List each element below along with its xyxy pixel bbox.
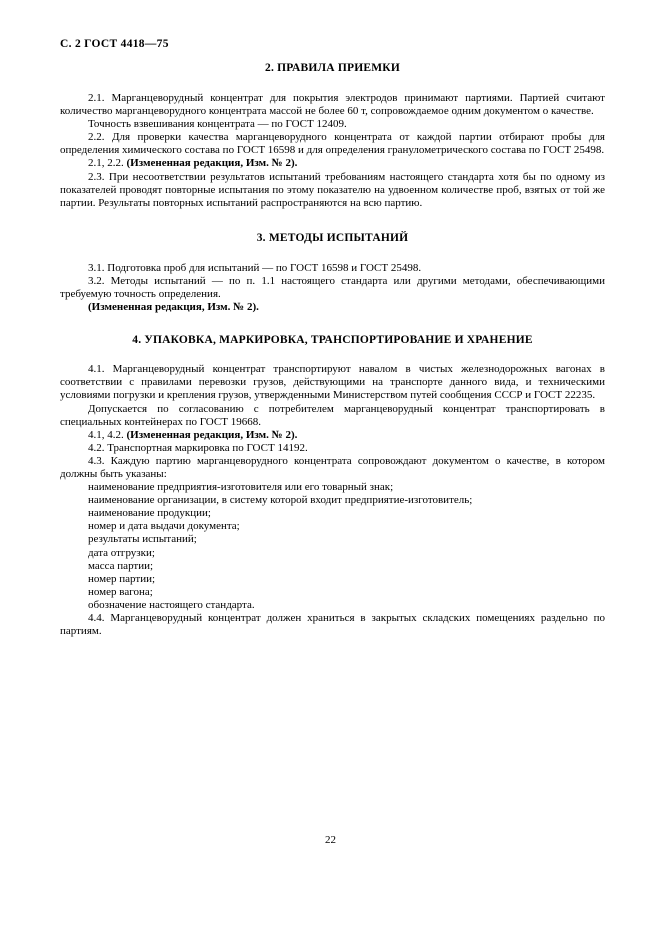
document-requirements-list: [60, 481, 605, 612]
para-4-4: 4.4. Марганцеворудный концентрат должен храниться в закрытых складских помещениях раздельно по партиям.: [60, 612, 605, 638]
para-4-3: 4.3. Каждую партию марганцеворудного концентрата сопровождают документом о качестве, в котором должны быть указаны:: [60, 454, 605, 480]
list-item: обозначение настоящего стандарта.: [88, 598, 255, 611]
page-header: С. 2 ГОСТ 4418—75: [60, 38, 169, 50]
para-3-1: 3.1. Подготовка проб для испытаний — по ГОСТ 16598 и ГОСТ 25498.: [88, 261, 422, 274]
para-4-1: 4.1. Марганцеворудный концентрат транспортируют навалом в чистых железнодорожных вагонах в соответствии с правилами перевозки грузов, действующими на транспорте данного вида, и техническими условиями погрузки и крепления грузов, утвержденными Министерством путей сообщения СССР и ГОСТ 22235.: [60, 363, 605, 402]
para-4-1-containers: Допускается по согласованию с потребителем марганцеворудный концентрат транспортировать в специальных контейнерах по ГОСТ 19668.: [60, 402, 605, 428]
list-item: масса партии;: [88, 559, 154, 572]
para-4-2: 4.2. Транспортная маркировка по ГОСТ 14192.: [88, 441, 308, 454]
document-page: [60, 38, 605, 638]
list-item: номер партии;: [88, 572, 156, 585]
para-2-2: 2.2. Для проверки качества марганцеворудного концентрата от каждой партии отбирают пробы для определения химического состава по ГОСТ 16598 и для определения гранулометрического состава по ГОСТ 25498.: [60, 131, 605, 157]
para-2-1: 2.1. Марганцеворудный концентрат для покрытия электродов принимают партиями. Партией считают количество марганцеворудного концентрата массой не более 60 т, сопровождаемое одним документом о качестве.: [60, 92, 605, 118]
amendment-text: (Измененная редакция, Изм. № 2).: [126, 428, 298, 441]
section-4-title: 4. УПАКОВКА, МАРКИРОВКА, ТРАНСПОРТИРОВАНИЕ И ХРАНЕНИЕ: [132, 334, 533, 347]
amendment-note-3: (Измененная редакция, Изм. № 2).: [88, 301, 259, 314]
amendment-prefix: 2.1, 2.2.: [88, 157, 124, 170]
list-item: результаты испытаний;: [88, 533, 197, 546]
amendment-prefix: 4.1, 4.2.: [88, 428, 124, 441]
list-item: наименование организации, в систему которой входит предприятие-изготовитель;: [88, 494, 473, 507]
para-3-2: 3.2. Методы испытаний — по п. 1.1 настоящего стандарта или другими методами, обеспечивающими требуемую точность определения.: [60, 274, 605, 301]
section-2-title: 2. ПРАВИЛА ПРИЕМКИ: [265, 62, 400, 74]
section-3-title: 3. МЕТОДЫ ИСПЫТАНИЙ: [256, 231, 409, 244]
para-2-1-weighing: Точность взвешивания концентрата — по ГОСТ 12409.: [88, 118, 347, 131]
list-item: номер вагона;: [88, 585, 153, 598]
amendment-note-4: [60, 429, 605, 442]
list-item: номер и дата выдачи документа;: [88, 520, 240, 533]
list-item: наименование продукции;: [88, 507, 211, 520]
page-number: 22: [325, 834, 336, 846]
amendment-text: (Измененная редакция, Изм. № 2).: [126, 157, 298, 170]
list-item: наименование предприятия-изготовителя или его товарный знак;: [88, 481, 394, 494]
amendment-note-2: [60, 157, 605, 170]
list-item: дата отгрузки;: [88, 546, 155, 559]
para-2-3: 2.3. При несоответствии результатов испытаний требованиям настоящего стандарта хотя бы по одному из показателей проводят повторные испытания по этому показателю на удвоенном количестве проб, взятых от той же партии. Результаты повторных испытаний распространяются на всю партию.: [60, 170, 605, 209]
